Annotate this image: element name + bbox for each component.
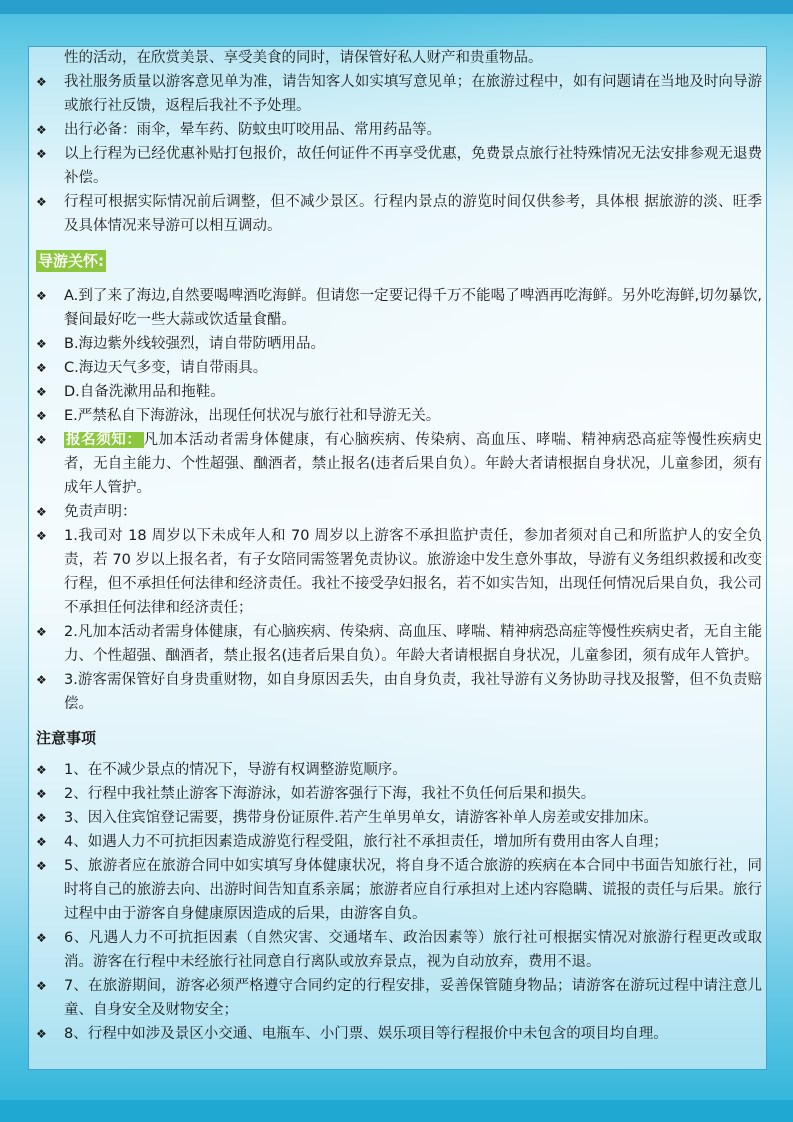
bullet-icon: ❖ bbox=[36, 835, 47, 849]
guide-section-header: 导游关怀: bbox=[38, 252, 104, 270]
bullet-icon: ❖ bbox=[36, 123, 47, 137]
signup-label: 报名须知： bbox=[66, 432, 142, 448]
bullet-icon: ❖ bbox=[36, 361, 47, 375]
document-body bbox=[36, 46, 762, 1046]
bullet-icon: ❖ bbox=[36, 75, 47, 89]
bottom-band bbox=[0, 1100, 793, 1122]
notes-list bbox=[36, 758, 762, 1046]
notes-section-header: 注意事项 bbox=[36, 729, 97, 747]
guide-list bbox=[36, 284, 762, 716]
list-item: ❖ 我社服务质量以游客意见单为准，请告知客人如实填写意见单；在旅游过程中，如有问题请在当地及时向导游或旅行社反馈，返程后我社不予处理。 bbox=[36, 70, 762, 118]
list-item: ❖ 5、旅游者应在旅游合同中如实填写身体健康状况，将自身不适合旅游的疾病在本合同中书面告知旅行社，同时将自己的旅游去向、出游时间告知直系亲属；旅游者应自行承担对上述内容隐瞒、谎报的责任与后果。旅行过程中由于游客自身健康原因造成的后果，由游客自负。 bbox=[36, 854, 762, 926]
bullet-icon: ❖ bbox=[36, 979, 47, 993]
list-item: ❖ A.到了来了海边,自然要喝啤酒吃海鲜。但请您一定要记得千万不能喝了啤酒再吃海鲜。另外吃海鲜,切勿暴饮,餐间最好吃一些大蒜或饮适量食醋。 bbox=[36, 284, 762, 332]
list-item: ❖ D.自备洗漱用品和拖鞋。 bbox=[36, 380, 762, 404]
bullet-icon: ❖ bbox=[36, 529, 47, 543]
intro-line: 性的活动，在欣赏美景、享受美食的同时，请保管好私人财产和贵重物品。 bbox=[64, 50, 543, 66]
list-item: ❖ 7、在旅游期间，游客必须严格遵守合同约定的行程安排，妥善保管随身物品；请游客在游玩过程中请注意儿童、自身安全及财物安全； bbox=[36, 974, 762, 1022]
notes-header-row bbox=[36, 726, 762, 750]
list-item: ❖ 行程可根据实际情况前后调整，但不减少景区。行程内景点的游览时间仅供参考，具体根 据旅游的淡、旺季及具体情况来导游可以相互调动。 bbox=[36, 190, 762, 238]
bullet-icon: ❖ bbox=[36, 931, 47, 945]
bullet-icon: ❖ bbox=[36, 859, 47, 873]
list-item: ❖ 8、行程中如涉及景区小交通、电瓶车、小门票、娱乐项目等行程报价中未包含的项目均自理。 bbox=[36, 1022, 762, 1046]
bullet-icon: ❖ bbox=[36, 787, 47, 801]
list-item: ❖ 出行必备：雨伞，晕车药、防蚊虫叮咬用品、常用药品等。 bbox=[36, 118, 762, 142]
bullet-icon: ❖ bbox=[36, 337, 47, 351]
list-item: ❖ B.海边紫外线较强烈，请自带防晒用品。 bbox=[36, 332, 762, 356]
bullet-icon: ❖ bbox=[36, 811, 47, 825]
disclaimer-label-row bbox=[36, 500, 762, 524]
list-item: ❖ 4、如遇人力不可抗拒因素造成游览行程受阻，旅行社不承担责任，增加所有费用由客人自理； bbox=[36, 830, 762, 854]
bullet-icon: ❖ bbox=[36, 433, 47, 447]
top-list bbox=[36, 70, 762, 238]
bullet-icon: ❖ bbox=[36, 763, 47, 777]
list-item: ❖ C.海边天气多变，请自带雨具。 bbox=[36, 356, 762, 380]
list-item: ❖ 3.游客需保管好自身贵重财物，如自身原因丢失，由自身负责，我社导游有义务协助寻找及报警，但不负责赔偿。 bbox=[36, 668, 762, 716]
signup-notice bbox=[36, 428, 762, 500]
bullet-icon: ❖ bbox=[36, 625, 47, 639]
bullet-icon: ❖ bbox=[36, 147, 47, 161]
top-band bbox=[0, 0, 793, 14]
list-item: ❖ 1、在不减少景点的情况下，导游有权调整游览顺序。 bbox=[36, 758, 762, 782]
bullet-icon: ❖ bbox=[36, 409, 47, 423]
list-item: ❖ 2.凡加本活动者需身体健康，有心脑疾病、传染病、高血压、哮喘、精神病恐高症等慢性疾病史者，无自主能力、个性超强、酗酒者，禁止报名(违者后果自负）。年龄大者请根据自身状况，儿童参团，须有成年人管护。 bbox=[36, 620, 762, 668]
list-item: ❖ E.严禁私自下海游泳，出现任何状况与旅行社和导游无关。 bbox=[36, 404, 762, 428]
bullet-icon: ❖ bbox=[36, 385, 47, 399]
list-item: ❖ 2、行程中我社禁止游客下海游泳，如若游客强行下海，我社不负任何后果和损失。 bbox=[36, 782, 762, 806]
list-item: ❖ 3、因入住宾馆登记需要，携带身份证原件.若产生单男单女，请游客补单人房差或安排加床。 bbox=[36, 806, 762, 830]
bullet-icon: ❖ bbox=[36, 289, 47, 303]
signup-text: 凡加本活动者需身体健康，有心脑疾病、传染病、高血压、哮喘、精神病恐高症等慢性疾病史者，无自主能力、个性超强、酗酒者，禁止报名(违者后果自负）。年龄大者请根据自身状况，儿童参团，须有成年人管护。 bbox=[64, 432, 762, 496]
list-item: ❖ 6、凡遇人力不可抗拒因素（自然灾害、交通堵车、政治因素等）旅行社可根据实情况对旅游行程更改或取消。游客在行程中未经旅行社同意自行离队或放弃景点，视为自动放弃，费用不退。 bbox=[36, 926, 762, 974]
list-item: ❖ 1.我司对 18 周岁以下未成年人和 70 周岁以上游客不承担监护责任，参加者须对自己和所监护人的安全负责，若 70 岁以上报名者，有子女陪同需签署免责协议。旅游途中发生意外事故，导游有义务组织救援和改变行程，但不承担任何法律和经济责任。我社不接受孕妇报名，若不如实告知，出现任何情况后果自负，我公司不承担任何法律和经济责任； bbox=[36, 524, 762, 620]
disclaimer-label: 免责声明： bbox=[64, 504, 137, 520]
guide-header-row bbox=[36, 250, 762, 276]
list-item: ❖ 以上行程为已经优惠补贴打包报价，故任何证件不再享受优惠，免费景点旅行社特殊情况无法安排参观无退费补偿。 bbox=[36, 142, 762, 190]
bullet-icon: ❖ bbox=[36, 1027, 47, 1041]
bullet-icon: ❖ bbox=[36, 505, 47, 519]
bullet-icon: ❖ bbox=[36, 195, 47, 209]
bullet-icon: ❖ bbox=[36, 673, 47, 687]
